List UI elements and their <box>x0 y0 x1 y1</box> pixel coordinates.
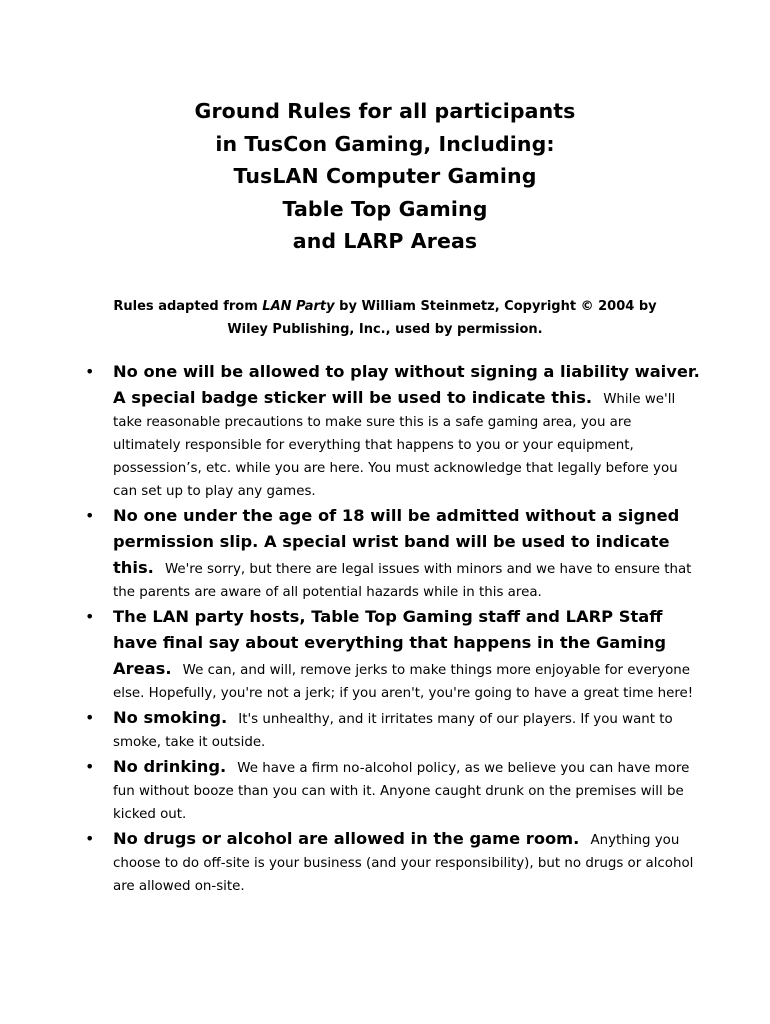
rule-text: We have a firm no-alcohol policy, as we believe you can have more fun without booze than you can with it. Anyone caught drunk on the premises will be kicked out. <box>113 760 690 822</box>
copyright-credit <box>95 295 675 341</box>
bullet-icon: • <box>85 606 95 626</box>
rule-heading: The LAN party hosts, Table Top Gaming staff and LARP Staff have final say about everything that happens in the Gaming Areas. <box>113 606 667 678</box>
rule-item <box>85 705 700 754</box>
title-line: Ground Rules for all participants <box>194 99 576 123</box>
rules-list <box>85 359 700 898</box>
rule-text: It's unhealthy, and it irritates many of our players. If you want to smoke, take it outside. <box>113 711 673 750</box>
rule-item <box>85 503 700 604</box>
title-line: in TusCon Gaming, Including: <box>215 131 555 156</box>
rule-item <box>85 826 700 898</box>
credit-prefix: Rules adapted from <box>113 298 263 314</box>
credit-suffix: by William Steinmetz, Copyright © 2004 by Wiley Publishing, Inc., used by permission. <box>227 298 657 337</box>
rule-text: Anything you choose to do off-site is your business (and your responsibility), but no drugs or alcohol are allowed on-site. <box>113 832 694 894</box>
rule-text: While we'll take reasonable precautions to make sure this is a safe gaming area, you are ultimately responsible for everything that happens to you or your equipment, possession’s, etc. while you are here. You must acknowledge that legally before you can set up to play any games. <box>113 391 678 499</box>
title-line: and LARP Areas <box>292 229 478 253</box>
rule-heading: No smoking. <box>113 707 228 727</box>
rule-item <box>85 604 700 705</box>
rule-heading: No drugs or alcohol are allowed in the game room. <box>113 828 580 848</box>
rule-heading: No one under the age of 18 will be admitted without a signed permission slip. A special wrist band will be used to indicate this. <box>113 505 680 577</box>
title-line: TusLAN Computer Gaming <box>233 164 537 188</box>
bullet-icon: • <box>85 828 95 848</box>
bullet-icon: • <box>85 361 95 381</box>
rule-heading: No drinking. <box>113 756 227 776</box>
bullet-icon: • <box>85 707 95 727</box>
rule-heading: No one will be allowed to play without signing a liability waiver. A special badge sticker will be used to indicate this. <box>113 361 700 407</box>
title-line: Table Top Gaming <box>282 196 488 221</box>
rule-text: We're sorry, but there are legal issues with minors and we have to ensure that the parents are aware of all potential hazards while in this area. <box>113 561 692 600</box>
rule-text: We can, and will, remove jerks to make things more enjoyable for everyone else. Hopefully, you're not a jerk; if you aren't, you're going to have a great time here! <box>113 662 694 701</box>
bullet-icon: • <box>85 505 95 525</box>
document-title <box>0 95 770 258</box>
rule-item <box>85 754 700 826</box>
book-title: LAN Party <box>262 298 335 314</box>
rule-item <box>85 359 700 503</box>
bullet-icon: • <box>85 756 95 776</box>
